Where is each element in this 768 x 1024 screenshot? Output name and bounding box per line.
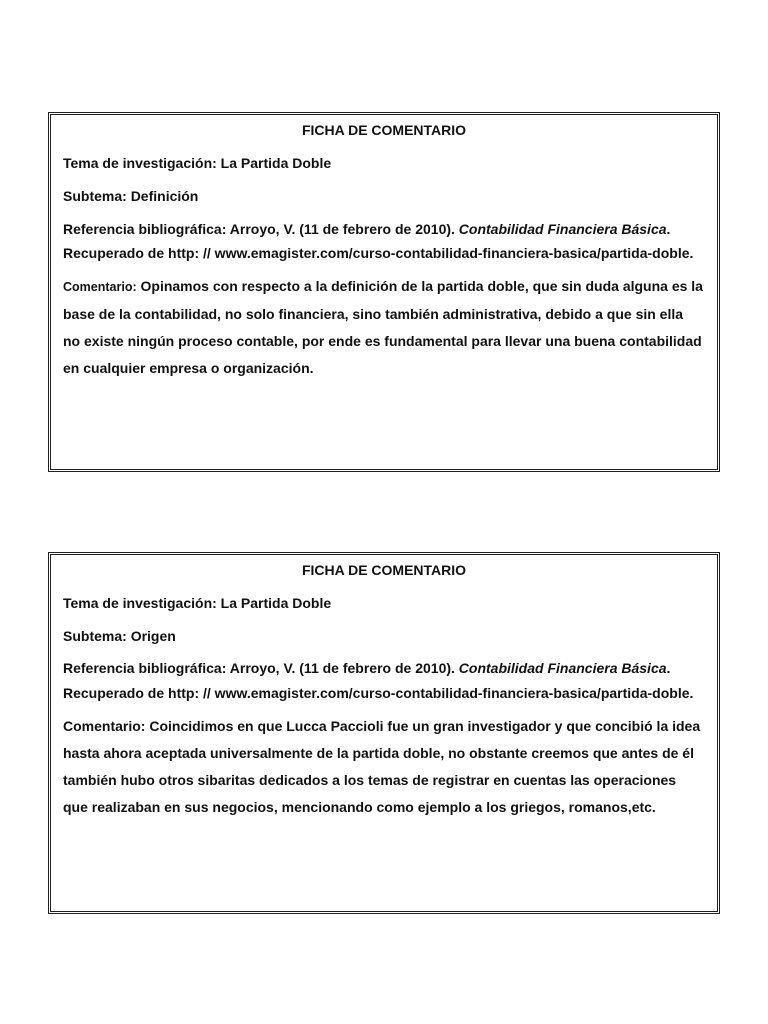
recuperado-line: Recuperado de http: // www.emagister.com/curso-contabilidad-financiera-basica/partida-doble. [63, 685, 694, 701]
referencia-period: . [666, 660, 671, 676]
subtema-line [63, 188, 198, 204]
tema-value: La Partida Doble [220, 595, 332, 611]
subtema-value: Origen [130, 628, 176, 644]
tema-value: La Partida Doble [220, 155, 332, 171]
subtema-line [63, 628, 176, 644]
referencia-title: Contabilidad Financiera Básica [458, 660, 667, 676]
referencia-author: Arroyo, V. (11 de febrero de 2010). [229, 221, 455, 237]
subtema-value: Definición [130, 188, 199, 204]
referencia-title: Contabilidad Financiera Básica [458, 221, 667, 237]
referencia-line [63, 660, 670, 676]
tema-line [63, 595, 331, 611]
referencia-line [63, 221, 670, 237]
referencia-label: Referencia bibliográfica: [63, 660, 227, 676]
subtema-label: Subtema: [63, 188, 127, 204]
comment-card-definicion [48, 112, 720, 472]
tema-label: Tema de investigación: [63, 595, 217, 611]
comentario-block [63, 273, 703, 382]
comentario-label: Comentario: [63, 718, 146, 734]
comentario-label: Comentario: [63, 280, 137, 294]
comentario-text: Coincidimos en que Lucca Paccioli fue un gran investigador y que concibió la idea hasta ahora aceptada universalmente de la partida doble, no obstante creemos que antes de él también hubo otros sibaritas dedicados a los temas de registrar en cuentas las operaciones que realizaban en sus negocios, mencionando como ejemplo a los griegos, romanos,etc. [63, 718, 701, 815]
tema-line [63, 155, 331, 171]
card-title: FICHA DE COMENTARIO [301, 562, 467, 578]
comentario-block [63, 713, 703, 821]
comment-card-origen [48, 552, 720, 914]
comentario-text: Opinamos con respecto a la definición de la partida doble, que sin duda alguna es la base de la contabilidad, no solo financiera, sino también administrativa, debido a que sin ella no existe ningún proceso contable, por ende es fundamental para llevar una buena contabilidad en cualquier empresa o organización. [63, 278, 703, 376]
tema-label: Tema de investigación: [63, 155, 217, 171]
recuperado-line: Recuperado de http: // www.emagister.com/curso-contabilidad-financiera-basica/partida-doble. [63, 245, 694, 261]
card-title: FICHA DE COMENTARIO [301, 122, 467, 138]
referencia-label: Referencia bibliográfica: [63, 221, 227, 237]
referencia-author: Arroyo, V. (11 de febrero de 2010). [229, 660, 455, 676]
referencia-period: . [666, 221, 671, 237]
subtema-label: Subtema: [63, 628, 127, 644]
